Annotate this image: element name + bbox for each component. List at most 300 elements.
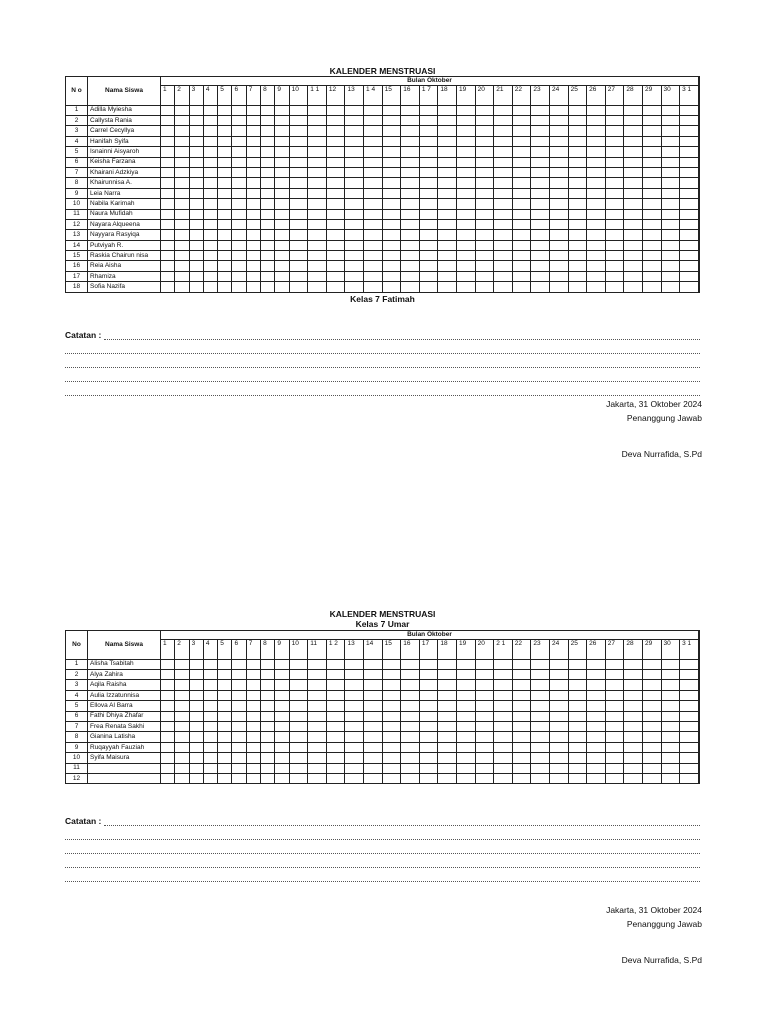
day-cell[interactable] bbox=[642, 732, 661, 742]
day-cell[interactable] bbox=[457, 721, 476, 731]
day-cell[interactable] bbox=[457, 690, 476, 700]
day-cell[interactable] bbox=[203, 742, 217, 752]
day-cell[interactable] bbox=[232, 742, 246, 752]
day-cell[interactable] bbox=[568, 659, 587, 669]
day-cell[interactable] bbox=[189, 219, 203, 229]
day-cell[interactable] bbox=[308, 680, 327, 690]
notes-line[interactable] bbox=[65, 340, 700, 354]
day-cell[interactable] bbox=[624, 251, 643, 261]
day-cell[interactable] bbox=[246, 711, 260, 721]
day-cell[interactable] bbox=[345, 732, 364, 742]
day-cell[interactable] bbox=[457, 115, 476, 125]
day-cell[interactable] bbox=[475, 742, 494, 752]
day-cell[interactable] bbox=[289, 701, 308, 711]
day-cell[interactable] bbox=[512, 753, 531, 763]
day-cell[interactable] bbox=[246, 659, 260, 669]
day-cell[interactable] bbox=[587, 261, 606, 271]
day-cell[interactable] bbox=[308, 147, 327, 157]
day-cell[interactable] bbox=[549, 721, 568, 731]
day-cell[interactable] bbox=[382, 230, 401, 240]
day-cell[interactable] bbox=[175, 721, 189, 731]
day-cell[interactable] bbox=[680, 701, 699, 711]
day-cell[interactable] bbox=[261, 136, 275, 146]
day-cell[interactable] bbox=[246, 680, 260, 690]
day-cell[interactable] bbox=[161, 209, 175, 219]
day-cell[interactable] bbox=[203, 188, 217, 198]
day-cell[interactable] bbox=[438, 773, 457, 783]
day-cell[interactable] bbox=[587, 763, 606, 773]
day-cell[interactable] bbox=[512, 209, 531, 219]
day-cell[interactable] bbox=[275, 721, 289, 731]
day-cell[interactable] bbox=[326, 763, 345, 773]
day-cell[interactable] bbox=[624, 773, 643, 783]
day-cell[interactable] bbox=[382, 763, 401, 773]
day-cell[interactable] bbox=[382, 188, 401, 198]
day-cell[interactable] bbox=[161, 126, 175, 136]
day-cell[interactable] bbox=[218, 271, 232, 281]
day-cell[interactable] bbox=[494, 721, 513, 731]
day-cell[interactable] bbox=[218, 147, 232, 157]
day-cell[interactable] bbox=[475, 147, 494, 157]
day-cell[interactable] bbox=[568, 115, 587, 125]
day-cell[interactable] bbox=[680, 240, 699, 250]
day-cell[interactable] bbox=[624, 271, 643, 281]
day-cell[interactable] bbox=[587, 271, 606, 281]
day-cell[interactable] bbox=[661, 199, 680, 209]
day-cell[interactable] bbox=[189, 690, 203, 700]
day-cell[interactable] bbox=[680, 763, 699, 773]
day-cell[interactable] bbox=[326, 742, 345, 752]
day-cell[interactable] bbox=[261, 773, 275, 783]
day-cell[interactable] bbox=[642, 271, 661, 281]
day-cell[interactable] bbox=[457, 753, 476, 763]
day-cell[interactable] bbox=[175, 701, 189, 711]
total-cell[interactable] bbox=[699, 188, 700, 198]
day-cell[interactable] bbox=[624, 753, 643, 763]
day-cell[interactable] bbox=[438, 167, 457, 177]
day-cell[interactable] bbox=[568, 188, 587, 198]
day-cell[interactable] bbox=[587, 701, 606, 711]
day-cell[interactable] bbox=[531, 773, 550, 783]
day-cell[interactable] bbox=[345, 230, 364, 240]
day-cell[interactable] bbox=[494, 167, 513, 177]
day-cell[interactable] bbox=[531, 126, 550, 136]
day-cell[interactable] bbox=[364, 742, 383, 752]
day-cell[interactable] bbox=[275, 773, 289, 783]
day-cell[interactable] bbox=[438, 209, 457, 219]
day-cell[interactable] bbox=[218, 167, 232, 177]
day-cell[interactable] bbox=[161, 178, 175, 188]
day-cell[interactable] bbox=[345, 240, 364, 250]
day-cell[interactable] bbox=[475, 680, 494, 690]
day-cell[interactable] bbox=[232, 680, 246, 690]
day-cell[interactable] bbox=[475, 690, 494, 700]
day-cell[interactable] bbox=[605, 230, 624, 240]
day-cell[interactable] bbox=[419, 773, 438, 783]
day-cell[interactable] bbox=[624, 659, 643, 669]
day-cell[interactable] bbox=[549, 188, 568, 198]
day-cell[interactable] bbox=[401, 167, 420, 177]
day-cell[interactable] bbox=[382, 773, 401, 783]
day-cell[interactable] bbox=[642, 219, 661, 229]
day-cell[interactable] bbox=[401, 282, 420, 292]
day-cell[interactable] bbox=[624, 219, 643, 229]
day-cell[interactable] bbox=[680, 167, 699, 177]
day-cell[interactable] bbox=[246, 753, 260, 763]
day-cell[interactable] bbox=[401, 136, 420, 146]
day-cell[interactable] bbox=[261, 251, 275, 261]
day-cell[interactable] bbox=[475, 126, 494, 136]
day-cell[interactable] bbox=[218, 753, 232, 763]
day-cell[interactable] bbox=[345, 115, 364, 125]
day-cell[interactable] bbox=[605, 282, 624, 292]
day-cell[interactable] bbox=[512, 261, 531, 271]
day-cell[interactable] bbox=[345, 271, 364, 281]
day-cell[interactable] bbox=[246, 261, 260, 271]
day-cell[interactable] bbox=[364, 669, 383, 679]
day-cell[interactable] bbox=[419, 105, 438, 115]
day-cell[interactable] bbox=[382, 680, 401, 690]
day-cell[interactable] bbox=[568, 701, 587, 711]
day-cell[interactable] bbox=[203, 219, 217, 229]
day-cell[interactable] bbox=[275, 178, 289, 188]
day-cell[interactable] bbox=[605, 721, 624, 731]
day-cell[interactable] bbox=[624, 126, 643, 136]
day-cell[interactable] bbox=[438, 282, 457, 292]
day-cell[interactable] bbox=[308, 188, 327, 198]
day-cell[interactable] bbox=[531, 219, 550, 229]
day-cell[interactable] bbox=[161, 136, 175, 146]
day-cell[interactable] bbox=[642, 282, 661, 292]
day-cell[interactable] bbox=[568, 742, 587, 752]
day-cell[interactable] bbox=[549, 219, 568, 229]
day-cell[interactable] bbox=[475, 773, 494, 783]
day-cell[interactable] bbox=[549, 690, 568, 700]
day-cell[interactable] bbox=[203, 721, 217, 731]
day-cell[interactable] bbox=[246, 282, 260, 292]
day-cell[interactable] bbox=[161, 167, 175, 177]
day-cell[interactable] bbox=[661, 732, 680, 742]
day-cell[interactable] bbox=[642, 753, 661, 763]
day-cell[interactable] bbox=[419, 732, 438, 742]
total-cell[interactable] bbox=[699, 271, 700, 281]
day-cell[interactable] bbox=[661, 115, 680, 125]
day-cell[interactable] bbox=[568, 753, 587, 763]
day-cell[interactable] bbox=[401, 199, 420, 209]
day-cell[interactable] bbox=[382, 157, 401, 167]
day-cell[interactable] bbox=[246, 721, 260, 731]
day-cell[interactable] bbox=[246, 157, 260, 167]
day-cell[interactable] bbox=[326, 261, 345, 271]
day-cell[interactable] bbox=[494, 732, 513, 742]
day-cell[interactable] bbox=[587, 659, 606, 669]
day-cell[interactable] bbox=[419, 261, 438, 271]
day-cell[interactable] bbox=[261, 126, 275, 136]
day-cell[interactable] bbox=[661, 251, 680, 261]
day-cell[interactable] bbox=[232, 282, 246, 292]
day-cell[interactable] bbox=[568, 240, 587, 250]
day-cell[interactable] bbox=[401, 753, 420, 763]
day-cell[interactable] bbox=[289, 282, 308, 292]
day-cell[interactable] bbox=[364, 711, 383, 721]
day-cell[interactable] bbox=[475, 711, 494, 721]
day-cell[interactable] bbox=[218, 199, 232, 209]
day-cell[interactable] bbox=[549, 147, 568, 157]
day-cell[interactable] bbox=[261, 732, 275, 742]
day-cell[interactable] bbox=[275, 230, 289, 240]
day-cell[interactable] bbox=[203, 701, 217, 711]
day-cell[interactable] bbox=[189, 732, 203, 742]
day-cell[interactable] bbox=[275, 167, 289, 177]
day-cell[interactable] bbox=[549, 230, 568, 240]
day-cell[interactable] bbox=[364, 680, 383, 690]
day-cell[interactable] bbox=[308, 669, 327, 679]
day-cell[interactable] bbox=[246, 690, 260, 700]
total-cell[interactable] bbox=[699, 136, 700, 146]
day-cell[interactable] bbox=[289, 711, 308, 721]
day-cell[interactable] bbox=[382, 659, 401, 669]
day-cell[interactable] bbox=[438, 136, 457, 146]
day-cell[interactable] bbox=[382, 690, 401, 700]
day-cell[interactable] bbox=[624, 230, 643, 240]
day-cell[interactable] bbox=[345, 178, 364, 188]
day-cell[interactable] bbox=[438, 261, 457, 271]
day-cell[interactable] bbox=[605, 147, 624, 157]
day-cell[interactable] bbox=[161, 690, 175, 700]
day-cell[interactable] bbox=[189, 147, 203, 157]
day-cell[interactable] bbox=[605, 251, 624, 261]
day-cell[interactable] bbox=[642, 188, 661, 198]
day-cell[interactable] bbox=[289, 126, 308, 136]
day-cell[interactable] bbox=[494, 282, 513, 292]
day-cell[interactable] bbox=[475, 753, 494, 763]
day-cell[interactable] bbox=[203, 136, 217, 146]
day-cell[interactable] bbox=[568, 732, 587, 742]
day-cell[interactable] bbox=[382, 261, 401, 271]
day-cell[interactable] bbox=[326, 251, 345, 261]
day-cell[interactable] bbox=[494, 126, 513, 136]
day-cell[interactable] bbox=[364, 230, 383, 240]
day-cell[interactable] bbox=[232, 711, 246, 721]
day-cell[interactable] bbox=[345, 188, 364, 198]
day-cell[interactable] bbox=[275, 680, 289, 690]
day-cell[interactable] bbox=[203, 157, 217, 167]
day-cell[interactable] bbox=[246, 230, 260, 240]
day-cell[interactable] bbox=[624, 732, 643, 742]
day-cell[interactable] bbox=[512, 240, 531, 250]
day-cell[interactable] bbox=[261, 115, 275, 125]
total-cell[interactable] bbox=[699, 105, 700, 115]
day-cell[interactable] bbox=[189, 240, 203, 250]
day-cell[interactable] bbox=[401, 126, 420, 136]
day-cell[interactable] bbox=[624, 701, 643, 711]
day-cell[interactable] bbox=[232, 701, 246, 711]
day-cell[interactable] bbox=[605, 711, 624, 721]
day-cell[interactable] bbox=[401, 680, 420, 690]
day-cell[interactable] bbox=[624, 209, 643, 219]
day-cell[interactable] bbox=[232, 271, 246, 281]
day-cell[interactable] bbox=[605, 742, 624, 752]
day-cell[interactable] bbox=[531, 271, 550, 281]
day-cell[interactable] bbox=[189, 659, 203, 669]
day-cell[interactable] bbox=[232, 230, 246, 240]
day-cell[interactable] bbox=[161, 105, 175, 115]
day-cell[interactable] bbox=[457, 282, 476, 292]
day-cell[interactable] bbox=[661, 188, 680, 198]
day-cell[interactable] bbox=[232, 261, 246, 271]
day-cell[interactable] bbox=[457, 669, 476, 679]
day-cell[interactable] bbox=[189, 251, 203, 261]
day-cell[interactable] bbox=[401, 669, 420, 679]
day-cell[interactable] bbox=[419, 251, 438, 261]
day-cell[interactable] bbox=[308, 230, 327, 240]
day-cell[interactable] bbox=[189, 773, 203, 783]
day-cell[interactable] bbox=[587, 188, 606, 198]
day-cell[interactable] bbox=[364, 753, 383, 763]
day-cell[interactable] bbox=[680, 773, 699, 783]
day-cell[interactable] bbox=[494, 251, 513, 261]
day-cell[interactable] bbox=[345, 773, 364, 783]
day-cell[interactable] bbox=[382, 115, 401, 125]
day-cell[interactable] bbox=[587, 680, 606, 690]
day-cell[interactable] bbox=[457, 178, 476, 188]
day-cell[interactable] bbox=[642, 763, 661, 773]
day-cell[interactable] bbox=[587, 157, 606, 167]
day-cell[interactable] bbox=[680, 188, 699, 198]
day-cell[interactable] bbox=[261, 763, 275, 773]
day-cell[interactable] bbox=[605, 271, 624, 281]
day-cell[interactable] bbox=[531, 659, 550, 669]
day-cell[interactable] bbox=[203, 167, 217, 177]
day-cell[interactable] bbox=[326, 157, 345, 167]
total-cell[interactable] bbox=[699, 230, 700, 240]
day-cell[interactable] bbox=[203, 711, 217, 721]
day-cell[interactable] bbox=[531, 721, 550, 731]
total-cell[interactable] bbox=[699, 219, 700, 229]
day-cell[interactable] bbox=[457, 230, 476, 240]
total-cell[interactable] bbox=[699, 742, 700, 752]
day-cell[interactable] bbox=[549, 178, 568, 188]
day-cell[interactable] bbox=[261, 711, 275, 721]
day-cell[interactable] bbox=[475, 659, 494, 669]
day-cell[interactable] bbox=[364, 261, 383, 271]
day-cell[interactable] bbox=[218, 178, 232, 188]
day-cell[interactable] bbox=[494, 680, 513, 690]
day-cell[interactable] bbox=[661, 690, 680, 700]
day-cell[interactable] bbox=[326, 680, 345, 690]
total-cell[interactable] bbox=[699, 178, 700, 188]
day-cell[interactable] bbox=[642, 721, 661, 731]
day-cell[interactable] bbox=[161, 219, 175, 229]
day-cell[interactable] bbox=[401, 219, 420, 229]
day-cell[interactable] bbox=[642, 680, 661, 690]
day-cell[interactable] bbox=[494, 136, 513, 146]
day-cell[interactable] bbox=[661, 157, 680, 167]
day-cell[interactable] bbox=[680, 105, 699, 115]
day-cell[interactable] bbox=[401, 701, 420, 711]
day-cell[interactable] bbox=[232, 219, 246, 229]
day-cell[interactable] bbox=[624, 240, 643, 250]
day-cell[interactable] bbox=[232, 732, 246, 742]
day-cell[interactable] bbox=[275, 251, 289, 261]
day-cell[interactable] bbox=[203, 669, 217, 679]
day-cell[interactable] bbox=[246, 167, 260, 177]
day-cell[interactable] bbox=[203, 753, 217, 763]
day-cell[interactable] bbox=[175, 240, 189, 250]
day-cell[interactable] bbox=[475, 721, 494, 731]
day-cell[interactable] bbox=[661, 147, 680, 157]
day-cell[interactable] bbox=[289, 680, 308, 690]
day-cell[interactable] bbox=[232, 721, 246, 731]
day-cell[interactable] bbox=[587, 721, 606, 731]
total-cell[interactable] bbox=[699, 209, 700, 219]
day-cell[interactable] bbox=[512, 188, 531, 198]
day-cell[interactable] bbox=[275, 115, 289, 125]
day-cell[interactable] bbox=[364, 282, 383, 292]
day-cell[interactable] bbox=[587, 282, 606, 292]
day-cell[interactable] bbox=[494, 219, 513, 229]
day-cell[interactable] bbox=[438, 680, 457, 690]
day-cell[interactable] bbox=[175, 126, 189, 136]
day-cell[interactable] bbox=[605, 732, 624, 742]
total-cell[interactable] bbox=[699, 763, 700, 773]
day-cell[interactable] bbox=[475, 209, 494, 219]
day-cell[interactable] bbox=[364, 219, 383, 229]
day-cell[interactable] bbox=[568, 261, 587, 271]
day-cell[interactable] bbox=[161, 199, 175, 209]
day-cell[interactable] bbox=[275, 742, 289, 752]
day-cell[interactable] bbox=[457, 105, 476, 115]
day-cell[interactable] bbox=[642, 209, 661, 219]
day-cell[interactable] bbox=[457, 219, 476, 229]
day-cell[interactable] bbox=[680, 282, 699, 292]
day-cell[interactable] bbox=[605, 167, 624, 177]
day-cell[interactable] bbox=[605, 669, 624, 679]
day-cell[interactable] bbox=[605, 701, 624, 711]
day-cell[interactable] bbox=[494, 763, 513, 773]
day-cell[interactable] bbox=[326, 115, 345, 125]
day-cell[interactable] bbox=[175, 199, 189, 209]
day-cell[interactable] bbox=[275, 188, 289, 198]
day-cell[interactable] bbox=[568, 147, 587, 157]
day-cell[interactable] bbox=[161, 188, 175, 198]
day-cell[interactable] bbox=[345, 690, 364, 700]
day-cell[interactable] bbox=[494, 115, 513, 125]
day-cell[interactable] bbox=[218, 126, 232, 136]
day-cell[interactable] bbox=[175, 251, 189, 261]
day-cell[interactable] bbox=[232, 763, 246, 773]
day-cell[interactable] bbox=[624, 763, 643, 773]
day-cell[interactable] bbox=[189, 157, 203, 167]
day-cell[interactable] bbox=[587, 199, 606, 209]
day-cell[interactable] bbox=[326, 732, 345, 742]
day-cell[interactable] bbox=[189, 178, 203, 188]
day-cell[interactable] bbox=[218, 690, 232, 700]
day-cell[interactable] bbox=[531, 167, 550, 177]
day-cell[interactable] bbox=[175, 711, 189, 721]
day-cell[interactable] bbox=[680, 178, 699, 188]
day-cell[interactable] bbox=[382, 282, 401, 292]
day-cell[interactable] bbox=[189, 126, 203, 136]
day-cell[interactable] bbox=[680, 721, 699, 731]
day-cell[interactable] bbox=[246, 115, 260, 125]
day-cell[interactable] bbox=[512, 773, 531, 783]
day-cell[interactable] bbox=[203, 147, 217, 157]
day-cell[interactable] bbox=[161, 282, 175, 292]
day-cell[interactable] bbox=[401, 230, 420, 240]
day-cell[interactable] bbox=[218, 105, 232, 115]
day-cell[interactable] bbox=[475, 199, 494, 209]
